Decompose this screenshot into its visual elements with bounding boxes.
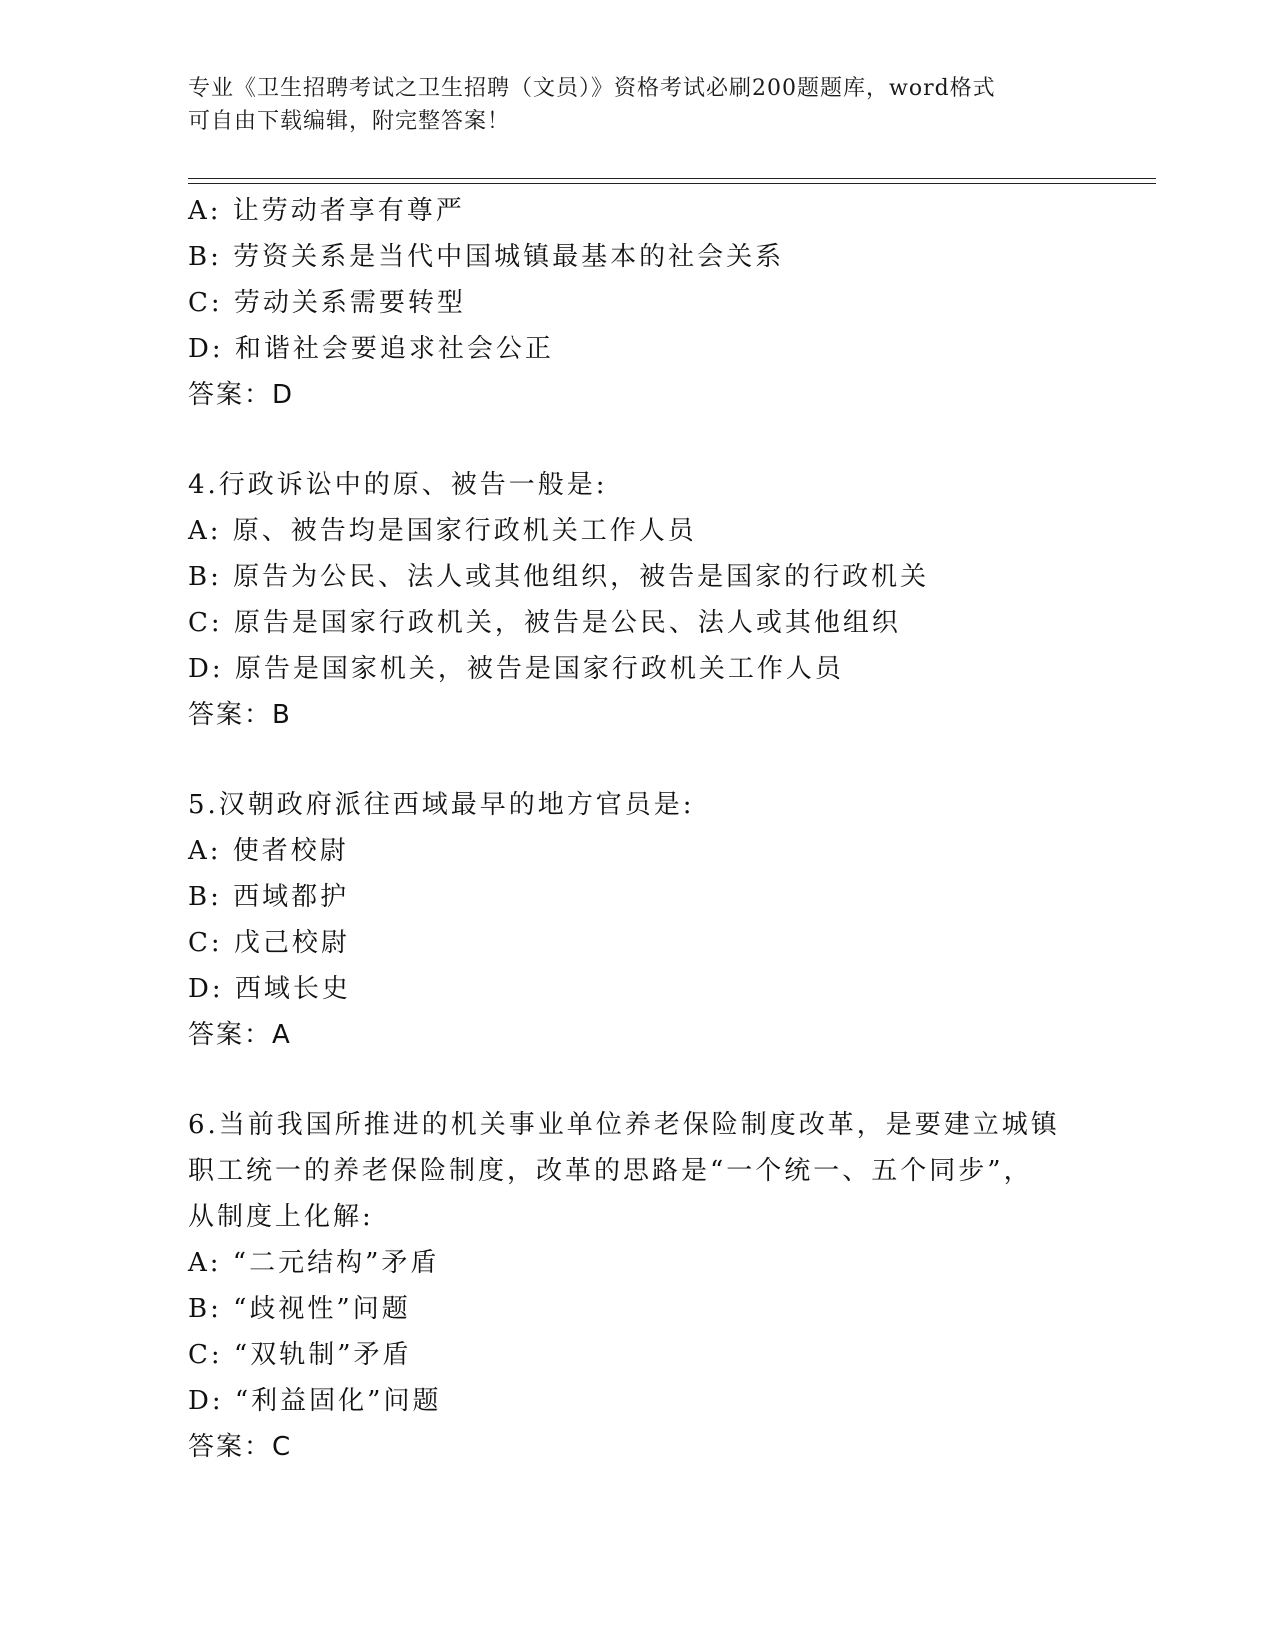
option-c: C: “双轨制”矛盾: [188, 1340, 412, 1370]
header-divider-bottom: [188, 183, 1156, 184]
option-a: A: 让劳动者享有尊严: [188, 196, 465, 226]
option-b: B: 原告为公民、法人或其他组织，被告是国家的行政机关: [188, 562, 930, 592]
option-b: B: 劳资关系是当代中国城镇最基本的社会关系: [188, 242, 785, 272]
option-d: D: 西域长史: [188, 974, 351, 1004]
answer-line: 答案：B: [188, 700, 292, 730]
spacer: [188, 418, 1148, 462]
question-stem-line-1: 6.当前我国所推进的机关事业单位养老保险制度改革，是要建立城镇: [188, 1110, 1060, 1140]
answer-line: 答案：D: [188, 380, 295, 410]
document-header: [188, 72, 1088, 138]
question-stem-line-3: 从制度上化解:: [188, 1202, 374, 1232]
option-d: D: “利益固化”问题: [188, 1386, 442, 1416]
option-a: A: “二元结构”矛盾: [188, 1248, 440, 1278]
spacer: [188, 738, 1148, 782]
spacer: [188, 1058, 1148, 1102]
header-line-1: 专业《卫生招聘考试之卫生招聘（文员）》资格考试必刷200题题库，word格式: [188, 76, 996, 101]
question-4: [188, 462, 1148, 738]
question-stem: 5.汉朝政府派往西域最早的地方官员是:: [188, 790, 695, 820]
header-divider-top: [188, 178, 1156, 179]
question-stem: 4.行政诉讼中的原、被告一般是:: [188, 470, 608, 500]
question-3: [188, 188, 1148, 418]
option-a: A: 原、被告均是国家行政机关工作人员: [188, 516, 697, 546]
option-a: A: 使者校尉: [188, 836, 349, 866]
option-c: C: 劳动关系需要转型: [188, 288, 466, 318]
option-c: C: 戊己校尉: [188, 928, 350, 958]
answer-line: 答案：A: [188, 1020, 292, 1050]
question-stem-line-2: 职工统一的养老保险制度，改革的思路是“一个统一、五个同步”，: [188, 1156, 1033, 1186]
option-b: B: 西域都护: [188, 882, 350, 912]
option-d: D: 原告是国家机关，被告是国家行政机关工作人员: [188, 654, 844, 684]
option-c: C: 原告是国家行政机关，被告是公民、法人或其他组织: [188, 608, 901, 638]
answer-line: 答案：C: [188, 1432, 293, 1462]
question-list: [188, 188, 1148, 1470]
option-b: B: “歧视性”问题: [188, 1294, 411, 1324]
question-6: [188, 1102, 1148, 1470]
header-line-2: 可自由下载编辑，附完整答案！: [188, 109, 511, 134]
question-5: [188, 782, 1148, 1058]
option-d: D: 和谐社会要追求社会公正: [188, 334, 554, 364]
